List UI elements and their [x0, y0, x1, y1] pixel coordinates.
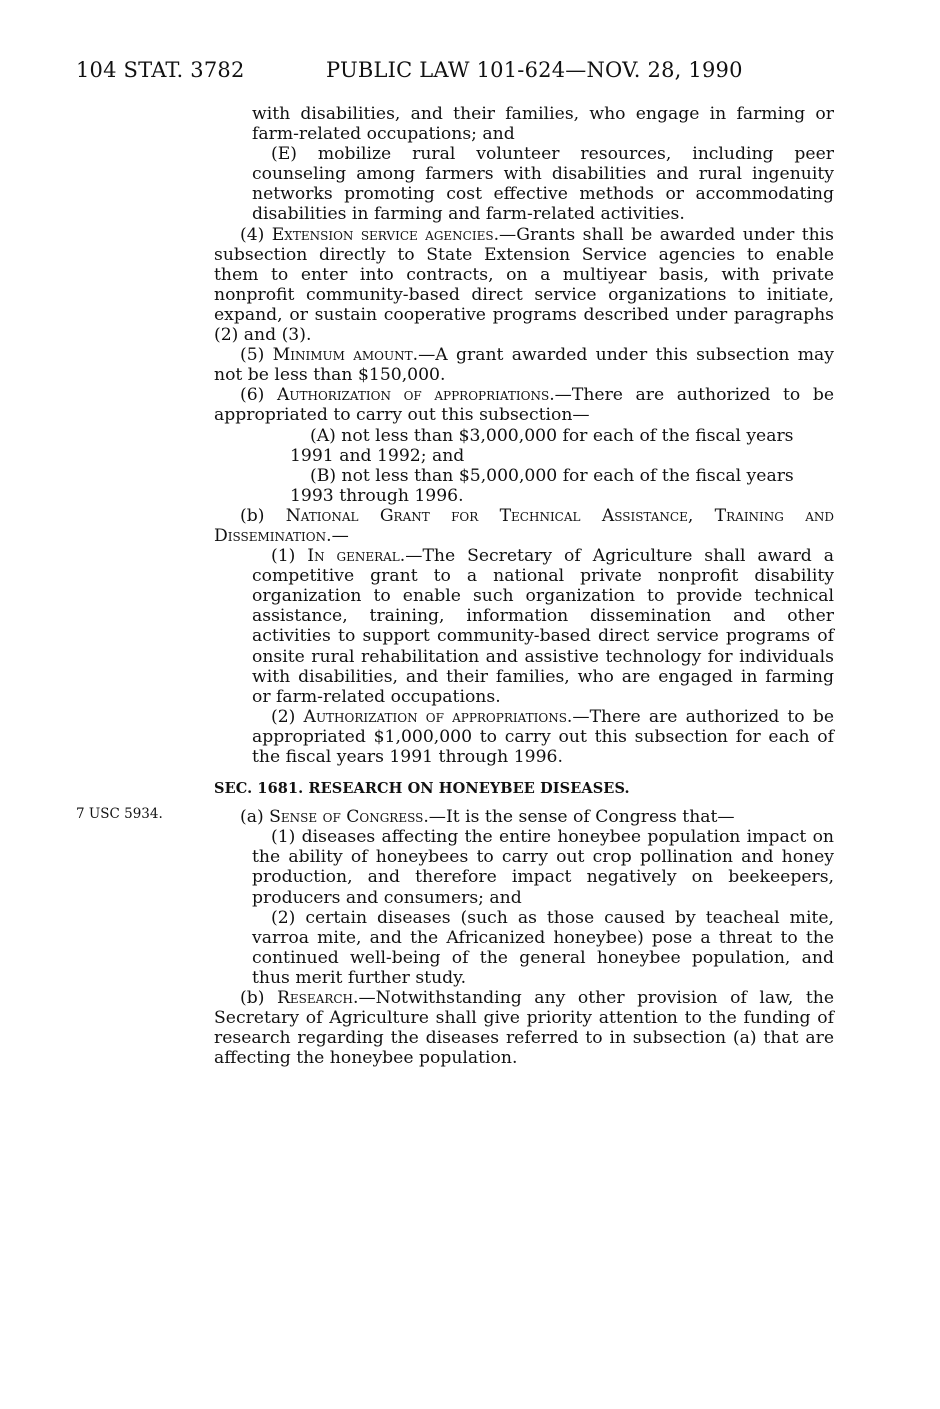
paragraph-4: (4) Extension service agencies.—Grants shall be awarded under this subsection directly to State Extension Service agencies to enable them to enter into contracts, on a multiyear basis, with private nonprofit community-based direct service organizations to initiate, expand, or sustain cooperative programs described under paragraphs (2) and (3).: [214, 224, 834, 346]
subsection-b: (b) National Grant for Technical Assistance, Training and Dissemination.—: [214, 505, 834, 546]
research-subsection: (b) Research.—Notwithstanding any other provision of law, the Secretary of Agriculture shall give priority attention to the funding of research regarding the diseases referred to in subsection (a) that are affecting the honeybee population.: [214, 988, 834, 1069]
subsection-b-2: (2) Authorization of appropriations.—There are authorized to be appropriated $1,000,000 to carry out this subsection for each of the fiscal years 1991 through 1996.: [252, 706, 835, 767]
subsection-b-1-heading: In general.: [307, 546, 406, 567]
paragraph-6: (6) Authorization of appropriations.—There are authorized to be appropriated to carry out this subsection—: [214, 385, 834, 426]
paragraph-6b-cont: 1993 through 1996.: [290, 485, 464, 506]
sense-of-congress-heading: Sense of Congress.: [269, 807, 429, 828]
subsection-b-1: (1) In general.—The Secretary of Agriculture shall award a competitive grant to a national private nonprofit disability organization to enable such organization to provide technical assistance, training, information dissemination and other activities to support community-based direct service programs of onsite rural rehabilitation and assistive technology for individuals with disabilities, and their families, who are engaged in farming or farm-related occupations.: [252, 546, 834, 707]
sense-of-congress: (a) Sense of Congress.—It is the sense of Congress that—: [240, 807, 735, 828]
sense-item-1: (1) diseases affecting the entire honeybee population impact on the ability of honeybees to carry out crop pollination and honey production, and therefore impact negatively on beekeepers, producers and consumers; and: [252, 827, 834, 908]
usc-margin-note: 7 USC 5934.: [76, 806, 163, 822]
paragraph-6a-cont: 1991 and 1992; and: [290, 445, 465, 466]
document-body: [214, 104, 834, 1068]
public-law-header: PUBLIC LAW 101-624—NOV. 28, 1990: [326, 58, 743, 82]
paragraph-6-heading: Authorization of appropriations.: [276, 385, 555, 406]
subsection-b-2-heading: Authorization of appropriations.: [303, 706, 573, 727]
paragraph-5-heading: Minimum amount.: [272, 345, 419, 366]
stat-citation: 104 STAT. 3782: [76, 58, 245, 82]
subsection-b-heading: National Grant for Technical Assistance, Training and Dissemination.: [214, 505, 834, 546]
section-title: SEC. 1681. RESEARCH ON HONEYBEE DISEASES.: [214, 780, 630, 798]
paragraph-6a: (A) not less than $3,000,000 for each of the fiscal years: [310, 425, 794, 446]
paragraph-e: (E) mobilize rural volunteer resources, including peer counseling among farmers with disabilities and rural ingenuity networks promoting cost effective methods or accommodating disabilities in farming and farm-related activities.: [252, 144, 834, 225]
paragraph-5: (5) Minimum amount.—A grant awarded under this subsection may not be less than $150,000.: [214, 345, 834, 386]
paragraph-4-heading: Extension service agencies.: [271, 224, 500, 245]
continued-paragraph: with disabilities, and their families, who engage in farming or farm-related occupations; and: [252, 104, 834, 145]
paragraph-6b: (B) not less than $5,000,000 for each of the fiscal years: [310, 465, 794, 486]
research-heading: Research.: [276, 988, 359, 1009]
sense-item-2: (2) certain diseases (such as those caused by teacheal mite, varroa mite, and the Africanized honeybee) pose a threat to the continued well-being of the general honeybee population, and thus merit further study.: [252, 907, 834, 988]
